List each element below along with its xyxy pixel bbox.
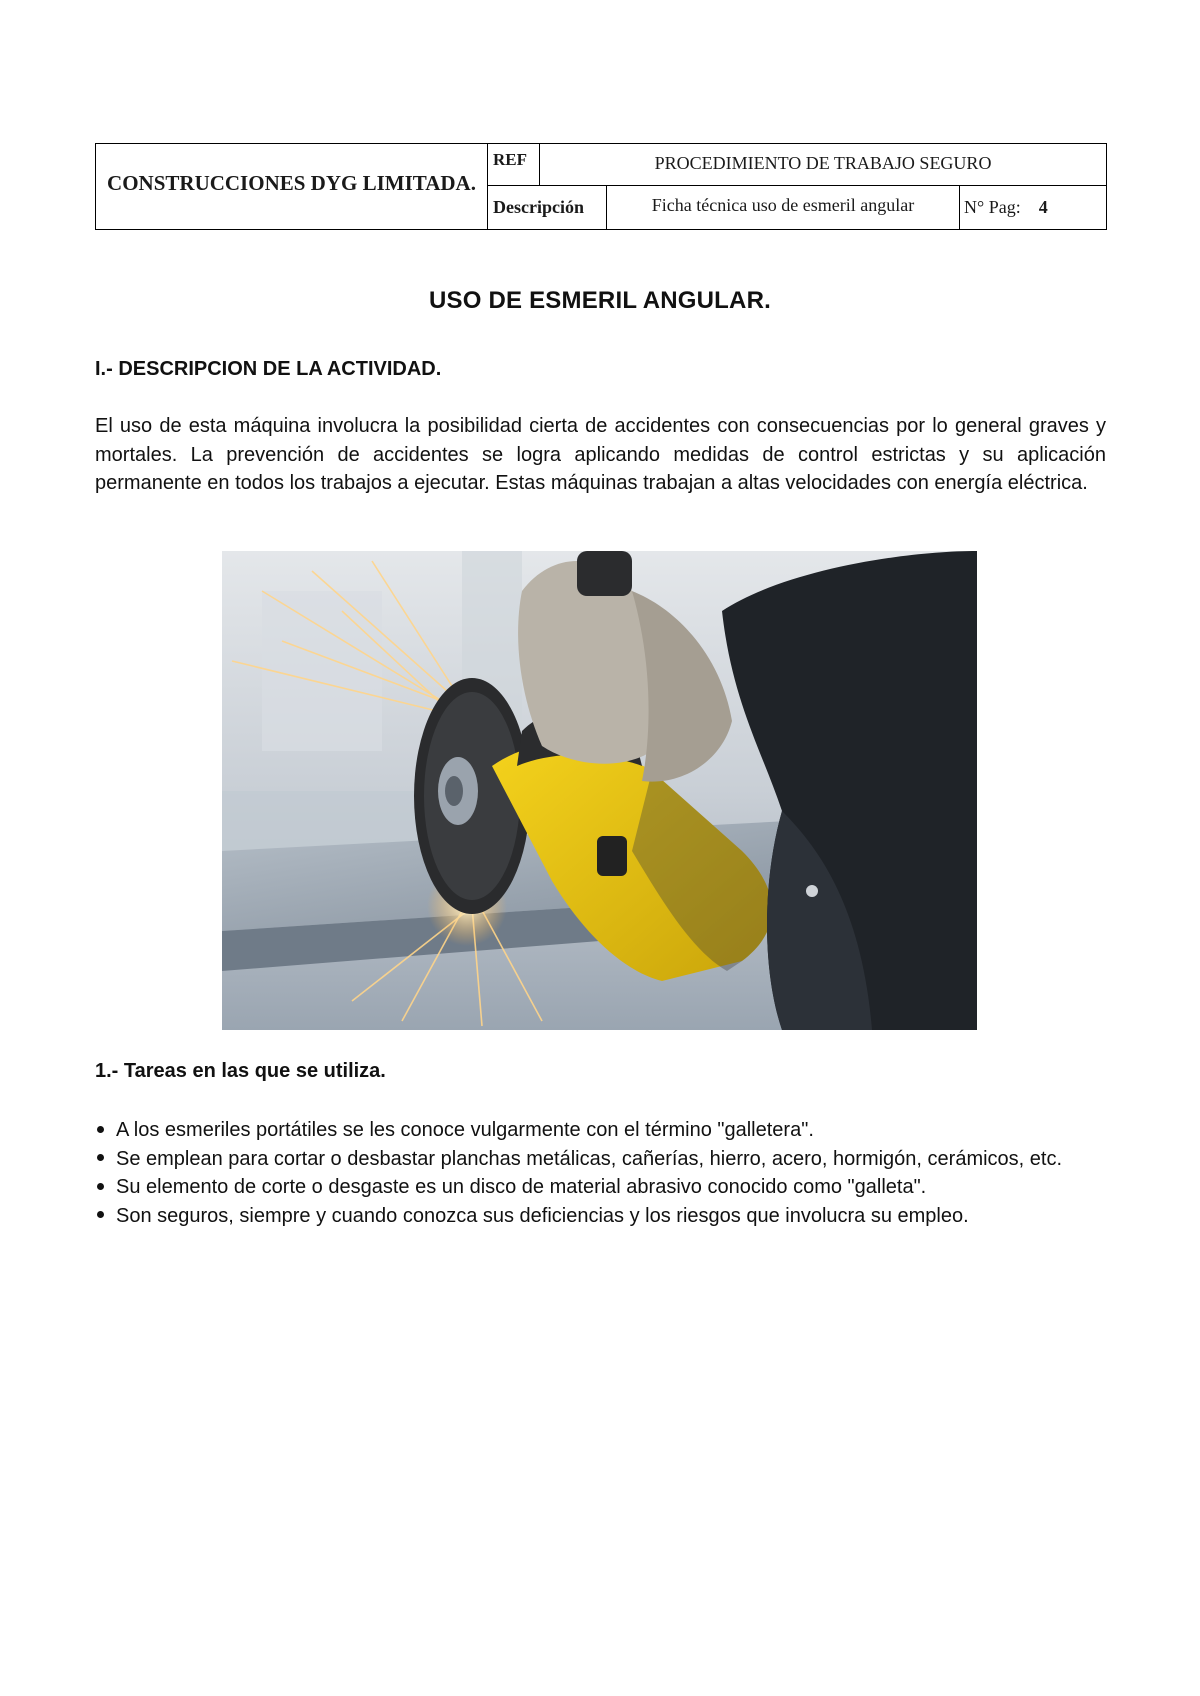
bullet-dot-icon — [97, 1126, 104, 1133]
list-item — [95, 1202, 1106, 1231]
list-item — [95, 1116, 1106, 1145]
angle-grinder-photo — [222, 551, 977, 1030]
description-value: Ficha técnica uso de esmeril angular — [607, 186, 960, 230]
list-item-text: Son seguros, siempre y cuando conozca sus deficiencias y los riesgos que involucra su empleo. — [116, 1204, 969, 1227]
page-number: 4 — [1038, 197, 1048, 217]
procedure-title: PROCEDIMIENTO DE TRABAJO SEGURO — [540, 144, 1107, 186]
page-number-cell — [960, 186, 1107, 230]
page-label: N° Pag: — [964, 197, 1021, 217]
ref-label: REF — [488, 144, 540, 186]
bullet-dot-icon — [97, 1183, 104, 1190]
bullet-dot-icon — [97, 1154, 104, 1161]
subsection-heading: 1.- Tareas en las que se utiliza. — [95, 1060, 386, 1082]
section-heading: I.- DESCRIPCION DE LA ACTIVIDAD. — [95, 358, 442, 380]
angle-grinder-illustration — [222, 551, 977, 1030]
list-item — [95, 1145, 1106, 1174]
list-item-text: A los esmeriles portátiles se les conoce vulgarmente con el término "galletera". — [116, 1119, 814, 1141]
list-item — [95, 1173, 1106, 1202]
description-label: Descripción — [488, 186, 607, 230]
list-item-text: Su elemento de corte o desgaste es un disco de material abrasivo conocido como "galleta". — [116, 1176, 927, 1198]
list-item-text: Se emplean para cortar o desbastar planchas metálicas, cañerías, hierro, acero, hormigón, cerámicos, etc. — [116, 1147, 1063, 1170]
bullet-dot-icon — [97, 1211, 104, 1218]
document-title: USO DE ESMERIL ANGULAR. — [429, 287, 771, 314]
company-name: CONSTRUCCIONES DYG LIMITADA. — [96, 144, 488, 230]
task-bullet-list — [95, 1116, 1106, 1230]
description-paragraph: El uso de esta máquina involucra la posibilidad cierta de accidentes con consecuencias por lo general graves y mortales. La prevención de accidentes se logra aplicando medidas de control estrictas y su aplicación permanente en todos los trabajos a ejecutar. Estas máquinas trabajan a altas velocidades con energía eléctrica. — [95, 415, 1106, 494]
document-header-table — [95, 143, 1107, 230]
